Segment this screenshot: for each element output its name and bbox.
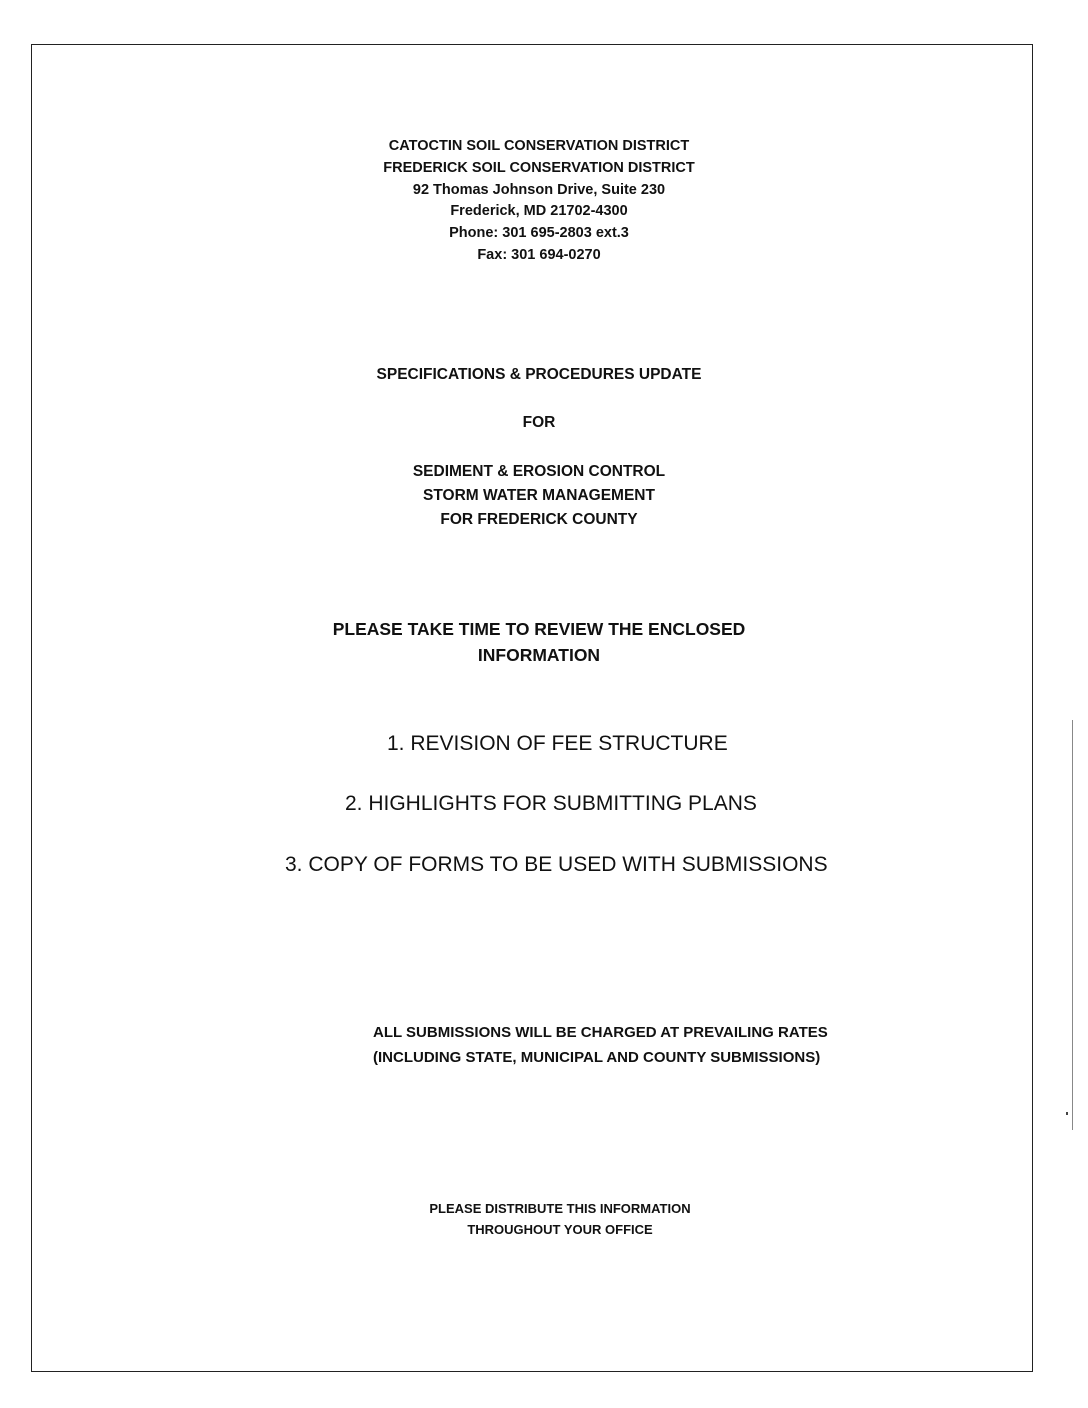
charges-line-2: (INCLUDING STATE, MUNICIPAL AND COUNTY SUBMISSIONS) (373, 1049, 821, 1066)
for-label: FOR (522, 414, 556, 431)
letterhead (0, 136, 1078, 267)
enclosed-item-forms: 3. COPY OF FORMS TO BE USED WITH SUBMISSIONS (285, 853, 828, 876)
street-address: 92 Thomas Johnson Drive, Suite 230 (412, 181, 666, 198)
city-state-zip: Frederick, MD 21702-4300 (450, 203, 628, 220)
subject-storm-water: STORM WATER MANAGEMENT (423, 487, 655, 504)
enclosed-item-fee-structure: 1. REVISION OF FEE STRUCTURE (387, 732, 728, 755)
fax-number: Fax: 301 694-0270 (477, 246, 601, 263)
distribute-line-1: PLEASE DISTRIBUTE THIS INFORMATION (429, 1201, 691, 1216)
district-name-frederick: FREDERICK SOIL CONSERVATION DISTRICT (383, 159, 695, 176)
subject-sediment-erosion: SEDIMENT & EROSION CONTROL (412, 463, 666, 480)
phone-number: Phone: 301 695-2803 ext.3 (449, 225, 629, 242)
review-line-2: INFORMATION (477, 645, 601, 665)
charges-line-1: ALL SUBMISSIONS WILL BE CHARGED AT PREVAILING RATES (373, 1024, 828, 1041)
distribute-notice (0, 1198, 1088, 1240)
charges-notice (373, 1020, 828, 1070)
scan-edge-line (1072, 720, 1073, 1130)
enclosed-item-highlights: 2. HIGHLIGHTS FOR SUBMITTING PLANS (345, 792, 757, 815)
district-name-catoctin: CATOCTIN SOIL CONSERVATION DISTRICT (388, 138, 690, 154)
review-notice (0, 616, 1078, 668)
scan-speck (1066, 1112, 1068, 1115)
document-title: SPECIFICATIONS & PROCEDURES UPDATE (376, 366, 702, 383)
distribute-line-2: THROUGHOUT YOUR OFFICE (467, 1222, 653, 1237)
review-line-1: PLEASE TAKE TIME TO REVIEW THE ENCLOSED (332, 619, 746, 639)
subject-list (0, 460, 1078, 532)
subject-frederick-county: FOR FREDERICK COUNTY (440, 511, 638, 528)
